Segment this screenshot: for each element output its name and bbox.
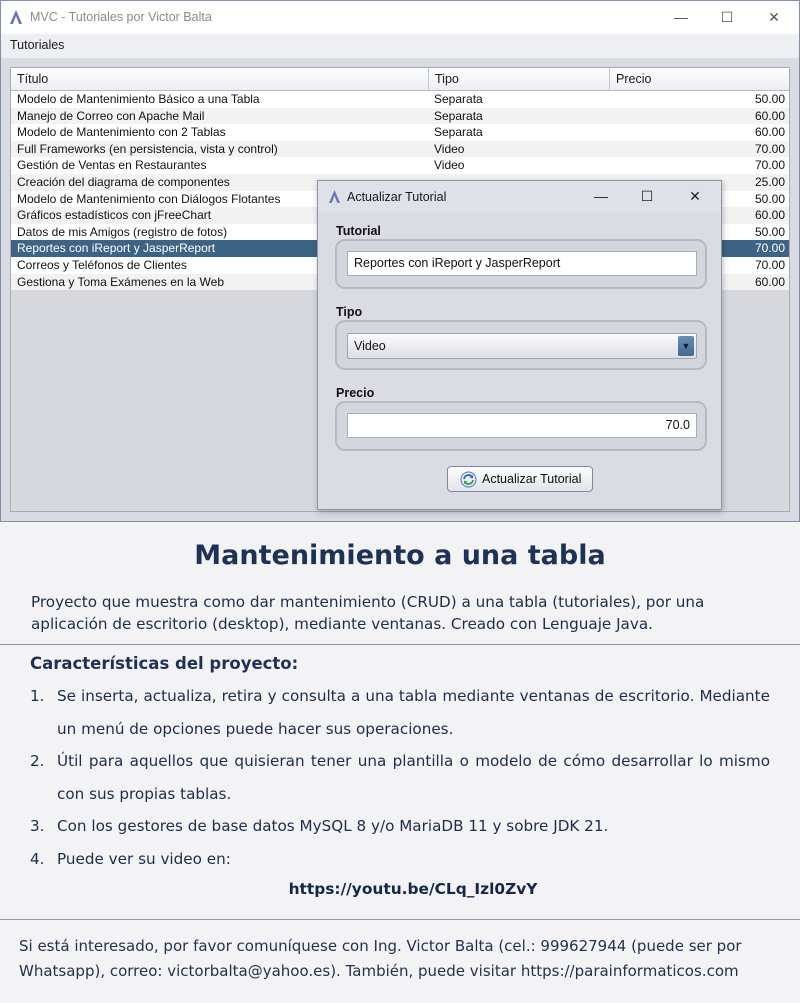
video-link[interactable]: https://youtu.be/CLq_Izl0ZvY <box>288 880 538 898</box>
cell-precio: 60.00 <box>754 274 785 289</box>
update-tutorial-button-label: Actualizar Tutorial <box>482 472 582 486</box>
precio-group <box>335 401 707 451</box>
tipo-group <box>335 320 707 370</box>
cell-precio: 50.00 <box>754 191 785 206</box>
table-row[interactable] <box>11 91 790 108</box>
window-title: MVC - Tutoriales por Victor Balta <box>30 10 212 24</box>
cell-precio: 70.00 <box>754 158 785 173</box>
cell-titulo: Modelo de Mantenimiento con 2 Tablas <box>17 125 226 140</box>
cell-titulo: Gestiona y Toma Exámenes en la Web <box>17 274 224 289</box>
refresh-icon <box>460 471 477 488</box>
list-item <box>30 810 770 843</box>
cell-titulo: Gestión de Ventas en Restaurantes <box>17 158 207 173</box>
table-header <box>11 68 790 91</box>
title-bar[interactable] <box>1 1 799 34</box>
tutorial-label: Tutorial <box>336 224 381 238</box>
cell-tipo: Video <box>434 158 465 173</box>
description-panel <box>0 522 800 1003</box>
feature-text: Puede ver su video en: <box>57 849 231 868</box>
update-tutorial-button[interactable] <box>447 466 593 492</box>
table-row[interactable] <box>11 124 790 141</box>
list-number: 4. <box>30 849 45 868</box>
dialog-title: Actualizar Tutorial <box>347 190 447 204</box>
cell-titulo: Modelo de Mantenimiento Básico a una Tabla <box>17 92 260 106</box>
cell-precio: 60.00 <box>754 108 785 123</box>
dialog-minimize-button[interactable]: — <box>594 188 608 204</box>
list-item <box>30 843 770 876</box>
minimize-button[interactable]: — <box>674 9 688 25</box>
dialog-close-button[interactable]: ✕ <box>689 188 701 204</box>
app-icon <box>10 10 22 24</box>
cell-tipo: Video <box>434 141 465 156</box>
cell-titulo: Manejo de Correo con Apache Mail <box>17 108 205 123</box>
table-row[interactable] <box>11 157 790 174</box>
page-title: Mantenimiento a una tabla <box>194 540 606 571</box>
precio-input[interactable]: 70.0 <box>347 413 697 438</box>
contact-text: Si está interesado, por favor comuníquese con Ing. Victor Balta (cel.: 999627944 (puede ser por Whatsapp), correo: victorbalta@yahoo.es). También, puede visitar https://parainformaticos.com <box>19 937 742 980</box>
menu-bar <box>1 34 799 58</box>
intro-text: Proyecto que muestra como dar mantenimiento (CRUD) a una tabla (tutoriales), por una aplicación de escritorio (desktop), mediante ventanas. Creado con Lenguaje Java. <box>31 593 705 633</box>
app-icon <box>329 190 340 203</box>
list-number: 2. <box>30 752 45 770</box>
table-row[interactable] <box>11 108 790 125</box>
feature-text: Se inserta, actualiza, retira y consulta a una tabla mediante ventanas de escritorio. Mediante un menú de opciones puede hacer sus operaciones. <box>57 687 770 738</box>
list-item <box>30 745 770 810</box>
feature-text: Útil para aquellos que quisieran tener una plantilla o modelo de cómo desarrollar lo mismo con sus propias tablas. <box>57 752 770 803</box>
tipo-label: Tipo <box>336 305 363 319</box>
cell-precio: 60.00 <box>754 208 785 223</box>
cell-tipo: Separata <box>434 108 483 123</box>
table-row[interactable] <box>11 141 790 158</box>
list-number: 1. <box>30 687 45 705</box>
cell-titulo: Correos y Teléfonos de Clientes <box>17 257 187 272</box>
column-header-precio[interactable]: Precio <box>616 72 652 86</box>
feature-text: Con los gestores de base datos MySQL 8 y/o MariaDB 11 y sobre JDK 21. <box>57 817 609 835</box>
column-header-tipo[interactable]: Tipo <box>429 68 610 90</box>
update-tutorial-dialog <box>317 180 722 510</box>
features-list <box>30 680 770 875</box>
cell-precio: 70.00 <box>754 257 785 272</box>
tutorial-group <box>335 239 707 289</box>
cell-titulo: Reportes con iReport y JasperReport <box>17 241 216 256</box>
cell-precio: 70.00 <box>754 241 785 256</box>
cell-precio: 60.00 <box>754 125 785 140</box>
dialog-title-bar[interactable] <box>318 181 721 212</box>
dialog-maximize-button[interactable]: ☐ <box>640 188 654 204</box>
column-header-titulo[interactable]: Título <box>11 68 429 90</box>
cell-precio: 25.00 <box>754 174 785 189</box>
divider <box>0 644 800 645</box>
tipo-select[interactable] <box>347 333 697 359</box>
cell-precio: 70.00 <box>754 141 785 156</box>
cell-titulo: Full Frameworks (en persistencia, vista y control) <box>17 141 278 156</box>
menu-tutoriales[interactable]: Tutoriales <box>10 38 65 52</box>
cell-titulo: Creación del diagrama de componentes <box>17 174 230 189</box>
cell-titulo: Modelo de Mantenimiento con Diálogos Flotantes <box>17 191 281 206</box>
divider <box>0 919 800 920</box>
tipo-selected-value: Video <box>354 339 386 353</box>
cell-tipo: Separata <box>434 92 483 106</box>
tutorial-input[interactable]: Reportes con iReport y JasperReport <box>347 251 697 276</box>
cell-precio: 50.00 <box>754 224 785 239</box>
chevron-down-icon[interactable]: ▼ <box>678 336 694 356</box>
close-button[interactable]: ✕ <box>768 9 780 25</box>
cell-titulo: Gráficos estadísticos con jFreeChart <box>17 208 212 223</box>
cell-titulo: Datos de mis Amigos (registro de fotos) <box>17 224 228 239</box>
features-title: Características del proyecto: <box>30 654 299 673</box>
maximize-button[interactable]: ☐ <box>720 9 734 25</box>
cell-tipo: Separata <box>434 125 483 140</box>
list-item <box>30 680 770 745</box>
list-number: 3. <box>30 817 45 835</box>
cell-precio: 50.00 <box>754 92 785 106</box>
precio-label: Precio <box>336 386 375 400</box>
